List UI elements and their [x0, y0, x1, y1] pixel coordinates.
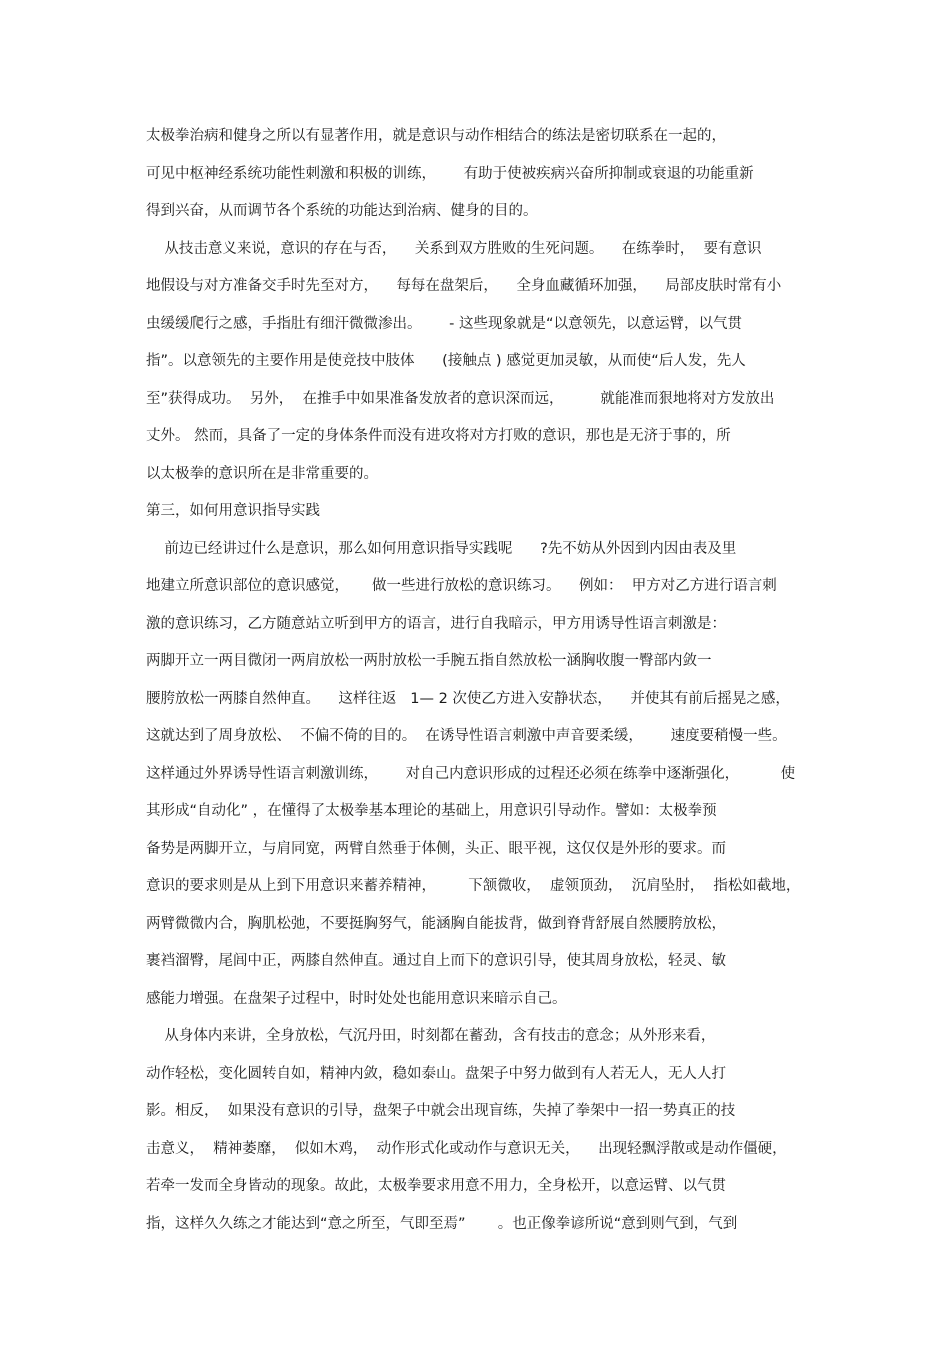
text-line-8: 至”获得成功。 另外， 在推手中如果准备发放者的意识深而远， 就能准而狠地将对方发放出	[146, 390, 775, 407]
text-line-5: 地假设与对方准备交手时先至对方， 每每在盘架后， 全身血藏循环加强， 局部皮肤时常有小	[146, 278, 782, 294]
text-line-3: 得到兴奋，从而调节各个系统的功能达到治病、健身的目的。	[146, 203, 538, 219]
text-line-25: 从身体内来讲，全身放松，气沉丹田，时刻都在蓄劲，含有技击的意念；从外形来看，	[146, 1028, 716, 1044]
section-heading: 第三，如何用意识指导实践	[146, 503, 320, 519]
text-line-13: 地建立所意识部位的意识感觉， 做一些进行放松的意识练习。 例如： 甲方对乙方进行语言刺	[146, 578, 777, 594]
text-line-17: 这就达到了周身放松、 不偏不倚的目的。 在诱导性语言刺激中声音要柔缓， 速度要稍慢一些。	[146, 728, 787, 744]
text-line-24: 感能力增强。在盘架子过程中，时时处处也能用意识来暗示自己。	[146, 990, 567, 1007]
document-body	[146, 122, 810, 1247]
text-line-30: 指，这样久久练之才能达到“意之所至，气即至焉” 。也正像拳谚所说“意到则气到，气到	[146, 1215, 738, 1232]
text-line-15: 两脚开立一两目微闭一两肩放松一两肘放松一手腕五指自然放松一涵胸收腹一臀部内敛一	[146, 653, 712, 669]
text-line-21: 意识的要求则是从上到下用意识来蓄养精神， 下颔微收， 虚领顶劲， 沉肩坠肘， 指松如截地，	[146, 878, 801, 894]
text-line-18: 这样通过外界诱导性语言刺激训练， 对自己内意识形成的过程还必须在练拳中逐渐强化， 使	[146, 765, 796, 782]
text-line-9: 丈外。 然而，具备了一定的身体条件而没有进攻将对方打败的意识，那也是无济于事的，所	[146, 428, 731, 444]
text-line-19: 其形成“自动化” ，在懂得了太极拳基本理论的基础上，用意识引导动作。譬如：太极拳预	[146, 803, 717, 819]
text-line-1: 太极拳治病和健身之所以有显著作用，就是意识与动作相结合的练法是密切联系在一起的，	[146, 128, 726, 144]
text-line-14: 激的意识练习，乙方随意站立听到甲方的语言，进行自我暗示，甲方用诱导性语言刺激是：	[146, 615, 726, 632]
text-line-10: 以太极拳的意识所在是非常重要的。	[146, 465, 378, 482]
text-line-4: 从技击意义来说，意识的存在与否， 关系到双方胜败的生死问题。 在练拳时， 要有意识	[146, 240, 762, 257]
text-line-2: 可见中枢神经系统功能性刺激和积极的训练， 有助于使被疾病兴奋所抑制或衰退的功能重新	[146, 165, 754, 182]
text-line-7: 指”。以意领先的主要作用是使竞技中肢体 (接触点 ) 感觉更加灵敏，从而使“后人发，先人	[146, 353, 746, 369]
text-line-23: 裹裆溜臀，尾闾中正，两膝自然伸直。通过自上而下的意识引导，使其周身放松，轻灵、敏	[146, 953, 726, 969]
text-line-20: 备势是两脚开立，与肩同宽，两臂自然垂于体侧，头正、眼平视，这仅仅是外形的要求。而	[146, 840, 726, 857]
text-line-27: 影。相反， 如果没有意识的引导，盘架子中就会出现盲练，失掉了拳架中一招一势真正的技	[146, 1103, 736, 1119]
text-line-26: 动作轻松，变化圆转自如，精神内敛，稳如泰山。盘架子中努力做到有人若无人，无人人打	[146, 1065, 726, 1082]
text-line-28: 击意义， 精神萎靡， 似如木鸡， 动作形式化或动作与意识无关， 出现轻飘浮散或是动作僵硬，	[146, 1140, 787, 1157]
text-line-12: 前边已经讲过什么是意识，那么如何用意识指导实践呢 ?先不妨从外因到内因由表及里	[146, 540, 737, 557]
text-line-22: 两臂微微内合，胸肌松弛，不要挺胸努气，能涵胸自能拔背，做到脊背舒展自然腰胯放松，	[146, 915, 726, 932]
text-line-29: 若牵一发而全身皆动的现象。故此，太极拳要求用意不用力，全身松开，以意运臂、以气贯	[146, 1178, 726, 1194]
text-line-16: 腰胯放松一两膝自然伸直。 这样往返 1— 2 次使乙方进入安静状态， 并使其有前后摇晃之感，	[146, 690, 790, 707]
text-line-6: 虫缓缓爬行之感，手指肚有细汗微微渗出。 - 这些现象就是“以意领先，以意运臂，以气贯	[146, 315, 743, 332]
